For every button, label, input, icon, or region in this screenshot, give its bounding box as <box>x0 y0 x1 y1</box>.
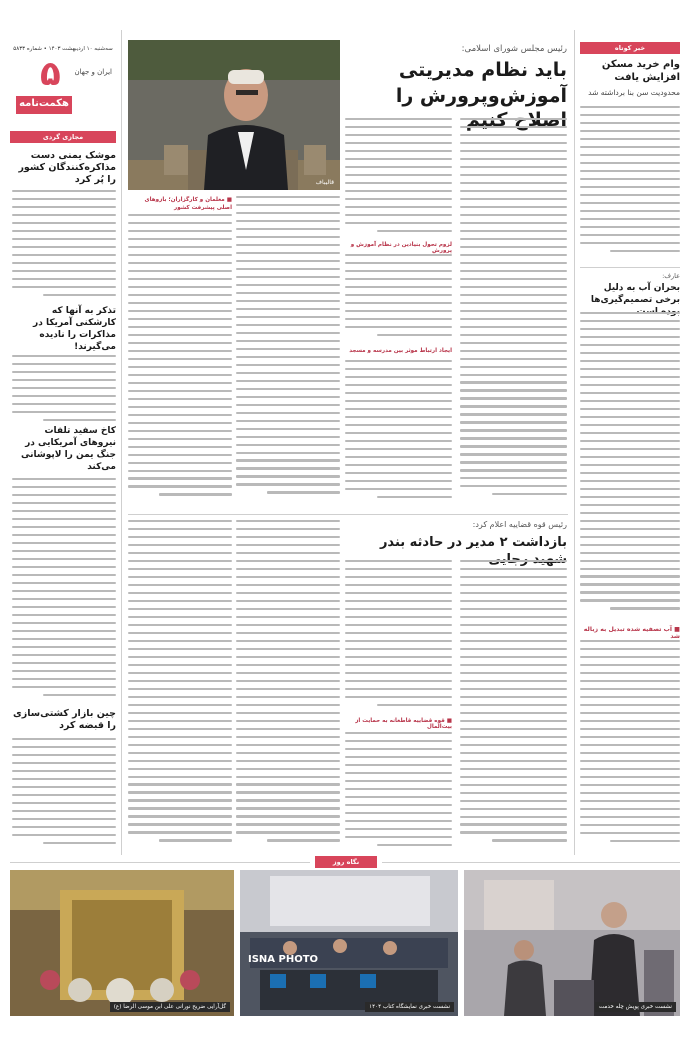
lead-body-col3 <box>236 196 340 508</box>
lower-body-col3 <box>236 520 340 850</box>
masthead <box>10 40 116 116</box>
lower-body-col2a <box>345 560 452 714</box>
photo-right-caption: نشست خبری پویش چله خدمت <box>595 1002 676 1012</box>
lead-headline-line1: باید نظام مدیریتی <box>398 59 567 81</box>
lead-headline-line2: آموزش‌وپرورش را <box>395 85 567 107</box>
photo-center-caption: نشست خبری نمایشگاه کتاب ۱۴۰۴ <box>365 1002 454 1012</box>
shrine-flowers-illustration <box>10 870 234 1016</box>
photo-left <box>10 870 234 1016</box>
brief-2-subhead: ■ آب تصفیه شده تبدیل به زباله شد <box>583 626 680 640</box>
section-label: ایران و جهان <box>74 68 112 76</box>
lead-photo-label: قالیباف <box>315 179 334 186</box>
left-item-2-title: تذکر به آنها که کارشکنی آمریکا در مذاکرات را نادیده می‌گیرند! <box>33 306 116 352</box>
brief-1-subtitle: محدودیت سن بنا برداشته شد <box>588 88 680 97</box>
photo-right <box>464 870 680 1016</box>
left-item-1-title: موشک یمنی دست مذاکره‌کنندگان کشور را پُر کرد <box>18 150 116 185</box>
left-column-divider <box>121 30 122 855</box>
lower-kicker: رئیس قوه قضاییه اعلام کرد: <box>472 520 567 529</box>
lead-side-tag: ■ معلمان و کارگزاران؛ بازوهای اصلی پیشرفت کشور <box>144 197 232 211</box>
book-fair-briefing-illustration <box>240 870 458 1016</box>
left-item-3-body <box>12 478 116 708</box>
left-item-4-title: چین بازار کشتی‌سازی را قبضه کرد <box>13 708 116 731</box>
left-item-1-body <box>12 190 116 305</box>
photo-center <box>240 870 458 1016</box>
right-separator-1 <box>580 267 680 268</box>
photo-left-caption: گل‌آرایی ضریح نورانی علی ابن موسی الرضا (ع) <box>110 1002 230 1012</box>
brief-2-body-b <box>580 640 680 850</box>
lower-body-col2b <box>345 732 452 850</box>
right-column-divider <box>574 30 575 855</box>
right-column-tag: خبر کوتاه <box>580 42 680 54</box>
brief-1-body <box>580 106 680 261</box>
left-column-tag: مجازی گردی <box>10 131 116 143</box>
lead-subhead-1: لزوم تحول بنیادین در نظام آموزش و پرورش <box>350 242 452 254</box>
brief-2-kicker: عارف: <box>662 272 680 280</box>
lead-kicker: رئیس مجلس شورای اسلامی: <box>461 44 567 54</box>
photo-watermark: ISNA PHOTO <box>248 954 319 965</box>
photo-strip-rule-left <box>10 862 310 863</box>
brief-1-title: وام خرید مسکن افزایش یافت <box>601 59 680 83</box>
lower-headline: بازداشت ۲ مدیر در حادثه بندر <box>379 535 567 550</box>
press-conference-illustration <box>464 870 680 1016</box>
lower-body-col4 <box>128 520 232 850</box>
lead-body-col2 <box>345 118 452 238</box>
photo-strip-rule-right <box>382 862 680 863</box>
lead-photo <box>128 40 340 190</box>
photo-strip-label: نگاه روز <box>315 856 377 868</box>
lead-subhead-2: ایجاد ارتباط موثر بین مدرسه و مسجد <box>349 348 452 354</box>
page-number: ۵ <box>40 54 61 94</box>
dateline: سه‌شنبه ۱۰ اردیبهشت ۱۴۰۳ • شماره ۵۸۳۳ <box>13 46 113 52</box>
left-item-2-body <box>12 355 116 430</box>
lead-body-col1 <box>460 118 567 508</box>
lead-body-col4 <box>128 214 232 508</box>
lead-body-col2b <box>345 254 452 344</box>
lower-subhead: ■ قوه قضاییه قاطعانه به حمایت از بیت‌المال <box>355 718 452 730</box>
brand-name: هکمت‌نامه <box>19 98 69 109</box>
center-horizontal-rule <box>128 514 568 515</box>
lower-body-col1 <box>460 560 567 850</box>
speaker-illustration <box>128 40 340 190</box>
lead-body-col2c <box>345 360 452 508</box>
left-item-4-body <box>12 738 116 853</box>
brief-2-body-a <box>580 312 680 622</box>
brief-2-title: بحران آب به دلیل برخی تصمیم‌گیری‌ها <box>590 283 680 305</box>
left-item-3-title: کاخ سفید تلفات نیروهای آمریکایی در جنگ یمن را لاپوشانی می‌کند <box>21 426 116 472</box>
